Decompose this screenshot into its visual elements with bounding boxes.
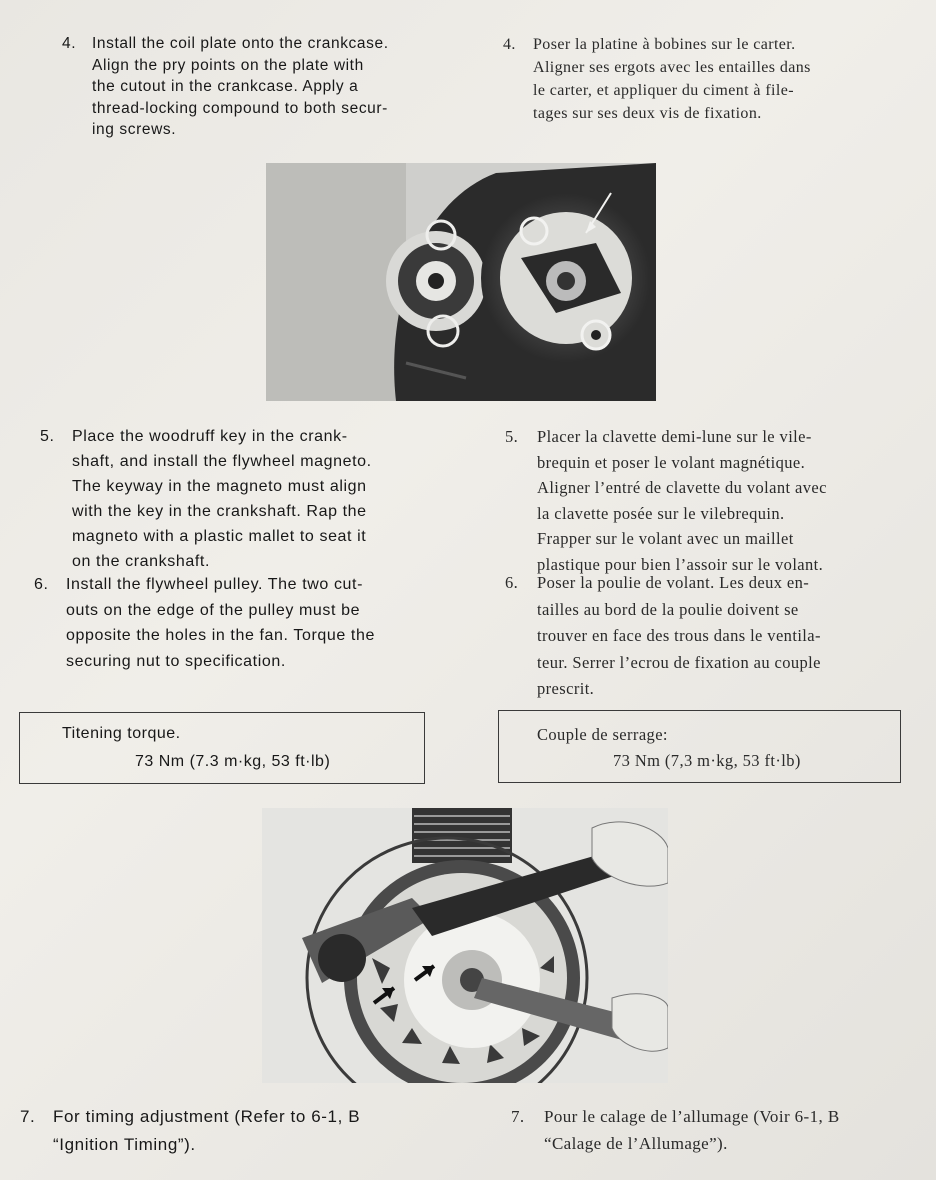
text-line: Placer la clavette demi-lune sur le vile- (537, 427, 812, 446)
text-line: Align the pry points on the plate with (92, 56, 364, 74)
text-line: teur. Serrer l’ecrou de fixation au couple (537, 652, 821, 672)
text-line: trouver en face des trous dans le ventila- (537, 626, 821, 645)
text-line: Pour le calage de l’allumage (Voir 6-1, B (544, 1107, 840, 1126)
text-line: tailles au bord de la poulie doivent se (537, 599, 799, 619)
text-line: Poser la platine à bobines sur le carter. (533, 36, 796, 53)
text-line: with the key in the crankshaft. Rap the (72, 503, 367, 520)
text-line: Aligner l’entré de clavette du volant avec (537, 478, 827, 497)
step-number: 6. (505, 573, 519, 592)
text-line: “Calage de l’Allumage”). (544, 1134, 728, 1153)
step-number: 7. (511, 1107, 525, 1126)
text-line: Frapper sur le volant avec un maillet (537, 529, 794, 548)
text-line: opposite the holes in the fan. Torque the (66, 627, 375, 644)
text-line: magneto with a plastic mallet to seat it (72, 528, 367, 545)
torque-value: 73 Nm (7,3 m·kg, 53 ft·lb) (613, 751, 801, 770)
text-line: “Ignition Timing”). (53, 1135, 196, 1154)
torque-spec-box-fr (498, 710, 901, 783)
torque-label: Titening torque. (62, 725, 181, 742)
coil-plate-photo (266, 163, 656, 401)
step-number: 5. (505, 427, 519, 446)
text-line: shaft, and install the flywheel magneto. (72, 453, 372, 470)
text-line: prescrit. (537, 679, 595, 698)
text-line: tages sur ses deux vis de fixation. (533, 105, 762, 122)
text-line: thread-locking compound to both secur- (92, 99, 388, 117)
torque-label: Couple de serrage: (537, 725, 668, 744)
torque-spec-box-en (19, 712, 425, 784)
flywheel-pulley-photo (262, 808, 668, 1083)
text-line: Poser la poulie de volant. Les deux en- (537, 573, 810, 592)
text-line: For timing adjustment (Refer to 6-1, B (53, 1107, 361, 1126)
text-line: brequin et poser le volant magnétique. (537, 452, 806, 472)
text-line: Place the woodruff key in the crank- (72, 428, 348, 445)
text-line: Install the coil plate onto the crankcase. (92, 35, 389, 52)
text-line: the cutout in the crankcase. Apply a (92, 78, 359, 95)
text-line: Aligner ses ergots avec les entailles dans (533, 59, 811, 76)
text-line: The keyway in the magneto must align (72, 478, 367, 495)
text-line: la clavette posée sur le vilebrequin. (537, 503, 785, 523)
text-line: outs on the edge of the pulley must be (66, 601, 361, 619)
text-line: le carter, et appliquer du ciment à file- (533, 82, 794, 99)
torque-value: 73 Nm (7.3 m·kg, 53 ft·lb) (135, 753, 331, 770)
text-line: securing nut to specification. (66, 652, 286, 670)
text-line: Install the flywheel pulley. The two cut- (66, 576, 364, 593)
step-number: 5. (40, 428, 55, 445)
step-number: 4. (503, 36, 516, 53)
text-line: ing screws. (92, 121, 177, 138)
step-number: 7. (20, 1107, 36, 1126)
text-line: plastique pour bien l’assoir sur le volant. (537, 554, 824, 574)
step-number: 4. (62, 35, 77, 52)
text-line: on the crankshaft. (72, 553, 210, 570)
step-number: 6. (34, 576, 49, 593)
